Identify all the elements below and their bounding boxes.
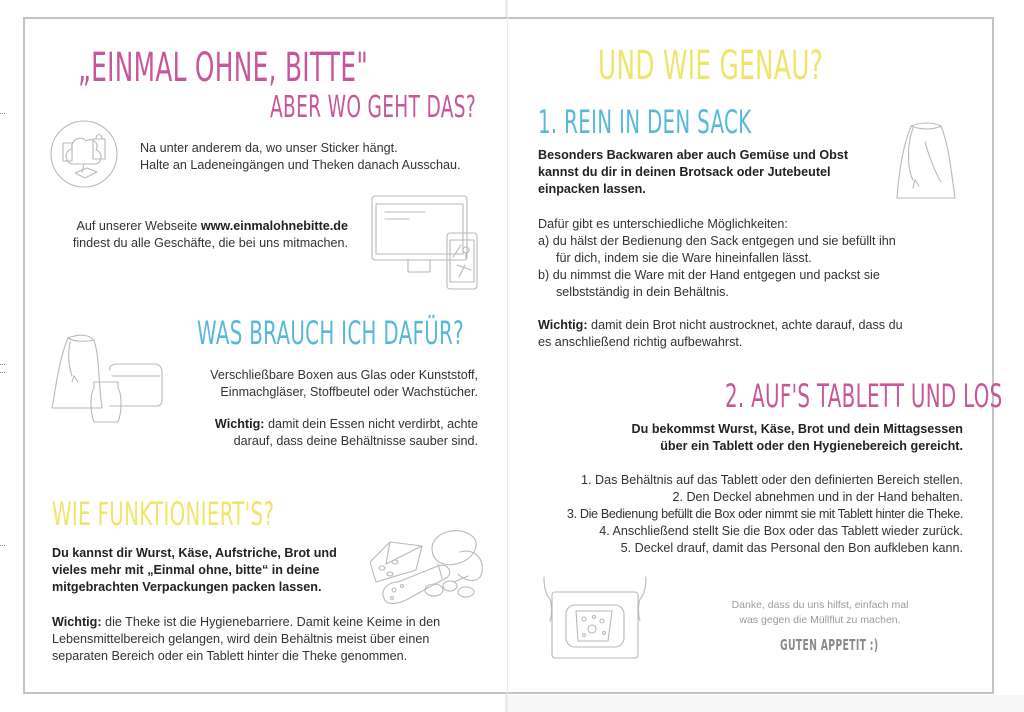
sticker-circle-icon [49,119,119,189]
margin-mark [0,113,5,115]
hands-tray-cheese-icon [540,577,650,662]
how-bold-line-2: vieles mehr mit „Einmal ohne, bitte“ in deine [52,563,320,577]
margin-mark [0,364,5,366]
margin-mark [0,545,5,547]
important-label: Wichtig: [538,318,588,332]
important-label: Wichtig: [214,417,265,431]
website-text-line-1 [40,218,348,235]
thanks-line-1: Danke, dass du uns hilfst, einfach mal [731,599,909,611]
step1-important-line-2: es anschließend richtig aufbewahrst. [538,335,743,349]
step1-option-b-line-1: b) du nimmst die Ware mit der Hand entgegen und packst sie [538,268,880,282]
step2-list-item: 4. Anschließend stellt Sie die Box oder das Tablett wieder zurück. [599,524,963,538]
needs-text-line-2: Einmachgläser, Stoffbeutel oder Wachstücher. [220,385,478,399]
sign-off: GUTEN APPETIT :) [780,636,879,654]
needs-important-line-1 [150,416,478,433]
step2-list-item: 1. Das Behältnis auf das Tablett oder den definierten Bereich stellen. [580,473,963,487]
how-bold-line-3: mitgebrachten Verpackungen packen lassen. [52,580,322,594]
page-shadow [508,695,1024,712]
step1-option-b-line-2: selbstständig in dein Behältnis. [556,285,729,299]
left-page-subtitle: ABER WO GEHT DAS? [270,90,477,125]
how-important-line-2: Lebensmittelbereich gelangen, wird dein Behältnis meist über einen [52,632,430,646]
right-page-title: UND WIE GENAU? [598,43,824,89]
step1-important-line-1 [538,317,903,334]
step1-bold-line-3: einpacken lassen. [538,182,646,196]
important-text: damit dein Brot nicht austrocknet, achte darauf, dass du [587,318,903,332]
step1-bold-line-1: Besonders Backwaren aber auch Gemüse und Obst [538,148,849,162]
step2-heading: 2. AUF'S TABLETT UND LOS [725,377,1003,415]
thanks-line-2: was gegen die Müllflut zu machen. [739,614,901,626]
website-text-prefix: Auf unserer Webseite [76,219,201,233]
needs-important-line-2: darauf, dass deine Behältnisse sauber sind. [233,434,478,448]
drawstring-bag-icon [897,120,962,205]
website-link[interactable]: www.einmalohnebitte.de [200,219,348,233]
food-cheese-sausage-bread-icon [362,520,492,610]
how-heading: WIE FUNKTIONIERT'S? [52,495,275,533]
step2-list-item: 3. Die Bedienung befüllt die Box oder nimmt sie mit Tablett hinter die Theke. [566,507,963,521]
sticker-text-line-1: Na unter anderem da, wo unser Sticker hängt. [140,141,398,155]
step1-heading: 1. REIN IN DEN SACK [538,103,752,141]
step1-option-a-line-2: für dich, indem sie die Ware hineinfallen lässt. [556,251,812,265]
step2-list-item: 2. Den Deckel abnehmen und in der Hand behalten. [672,490,963,504]
how-important-line-1 [52,614,440,631]
step1-option-a-line-1: a) du hälst der Bedienung den Sack entgegen und sie befüllt ihn [538,234,896,248]
monitor-tablet-map-icon [371,195,481,290]
left-page-title: „EINMAL OHNE, BITTE" [78,45,369,91]
margin-mark [0,372,5,374]
step2-list-item: 5. Deckel drauf, damit das Personal den Bon aufkleben kann. [620,541,963,555]
how-bold-line-1: Du kannst dir Wurst, Käse, Aufstriche, Brot und [52,546,337,560]
step1-options-intro: Dafür gibt es unterschiedliche Möglichkeiten: [538,217,788,231]
step2-bold-line-1: Du bekommst Wurst, Käse, Brot und dein Mittagsessen [631,422,963,436]
important-text: die Theke ist die Hygienebarriere. Damit keine Keime in den [101,615,441,629]
sticker-text-line-2: Halte an Ladeneingängen und Theken danach Ausschau. [140,158,461,172]
step2-bold-line-2: über ein Tablett oder den Hygienebereich gereicht. [660,439,963,453]
needs-heading: WAS BRAUCH ICH DAFÜR? [197,314,464,352]
needs-text-line-1: Verschließbare Boxen aus Glas oder Kunststoff, [210,368,478,382]
how-important-line-3: separaten Bereich oder ein Tablett hinter die Theke genommen. [52,649,408,663]
important-label: Wichtig: [52,615,102,629]
bag-jar-box-icon [50,330,165,420]
important-text: damit dein Essen nicht verdirbt, achte [264,417,478,431]
step1-bold-line-2: kannst du dir in deinen Brotsack oder Jutebeutel [538,165,831,179]
website-text-line-2: findest du alle Geschäfte, die bei uns mitmachen. [72,236,348,250]
